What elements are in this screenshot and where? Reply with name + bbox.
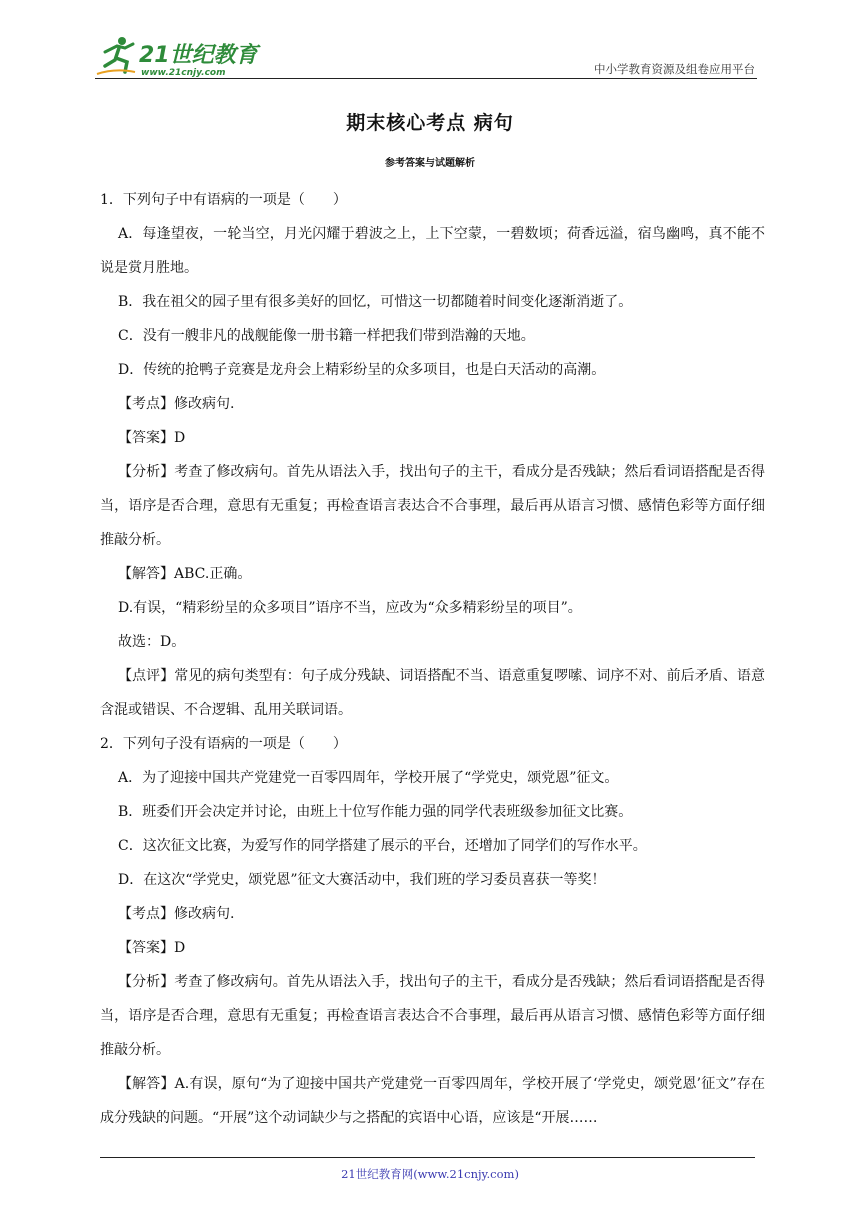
paragraph: D．在这次“学党史，颂党恩”征文大赛活动中，我们班的学习委员喜获一等奖！ bbox=[118, 872, 606, 888]
paragraph: 【分析】考查了修改病句。首先从语法入手，找出句子的主干，看成分是否残缺；然后看词语搭配是否得当，语序是否合理，意思有无重复；再检查语言表达合不合事理，最后再从语言习惯、感情色彩等方面仔细推敲分析。 bbox=[100, 974, 765, 1058]
paragraph: 【点评】常见的病句类型有：句子成分残缺、词语搭配不当、语意重复啰嗦、词序不对、前后矛盾、语意含混或错误、不合逻辑、乱用关联词语。 bbox=[100, 668, 765, 718]
paragraph: 故选：D。 bbox=[118, 634, 186, 650]
site-logo bbox=[95, 34, 265, 78]
paragraph: 1．下列句子中有语病的一项是（ ） bbox=[100, 192, 347, 208]
footer-divider bbox=[100, 1157, 755, 1158]
paragraph: C．没有一艘非凡的战舰能像一册书籍一样把我们带到浩瀚的天地。 bbox=[118, 328, 535, 344]
header-divider bbox=[95, 78, 757, 79]
paragraph: 【解答】ABC.正确。 bbox=[118, 566, 252, 582]
paragraph: 2．下列句子没有语病的一项是（ ） bbox=[100, 736, 347, 752]
paragraph: A．每逢望夜，一轮当空，月光闪耀于碧波之上，上下空蒙，一碧数顷；荷香远溢，宿鸟幽鸣，真不能不说是赏月胜地。 bbox=[100, 226, 765, 276]
paragraph: B．我在祖父的园子里有很多美好的回忆，可惜这一切都随着时间变化逐渐消逝了。 bbox=[118, 294, 633, 310]
logo-url: www.21cnjy.com bbox=[141, 68, 226, 78]
page-header bbox=[95, 34, 757, 80]
paragraph: 【分析】考查了修改病句。首先从语法入手，找出句子的主干，看成分是否残缺；然后看词语搭配是否得当，语序是否合理，意思有无重复；再检查语言表达合不合事理，最后再从语言习惯、感情色彩等方面仔细推敲分析。 bbox=[100, 464, 765, 548]
paragraph: 【解答】A.有误，原句“为了迎接中国共产党建党一百零四周年，学校开展了‘学党史，颂党恩’征文”存在成分残缺的问题。“开展”这个动词缺少与之搭配的宾语中心语，应该是“开展…… bbox=[100, 1076, 765, 1126]
paragraph: 【答案】D bbox=[118, 430, 186, 446]
paragraph: 【答案】D bbox=[118, 940, 186, 956]
document-body bbox=[100, 183, 765, 1135]
paragraph: C．这次征文比赛，为爱写作的同学搭建了展示的平台，还增加了同学们的写作水平。 bbox=[118, 838, 647, 854]
footer-source: 21世纪教育网(www.21cnjy.com) bbox=[341, 1167, 519, 1181]
paragraph: 【考点】修改病句. bbox=[118, 906, 235, 922]
paragraph: D.有误，“精彩纷呈的众多项目”语序不当，应改为“众多精彩纷呈的项目”。 bbox=[118, 600, 582, 616]
paragraph: B．班委们开会决定并讨论，由班上十位写作能力强的同学代表班级参加征文比赛。 bbox=[118, 804, 633, 820]
paragraph: D．传统的抢鸭子竞赛是龙舟会上精彩纷呈的众多项目，也是白天活动的高潮。 bbox=[118, 362, 606, 378]
page-subtitle: 参考答案与试题解析 bbox=[385, 158, 475, 169]
platform-label: 中小学教育资源及组卷应用平台 bbox=[594, 62, 755, 76]
page-title: 期末核心考点 病句 bbox=[346, 112, 514, 134]
logo-wordmark: 21世纪教育 bbox=[139, 43, 258, 68]
paragraph: A．为了迎接中国共产党建党一百零四周年，学校开展了“学党史，颂党恩”征文。 bbox=[118, 770, 619, 786]
paragraph: 【考点】修改病句. bbox=[118, 396, 235, 412]
